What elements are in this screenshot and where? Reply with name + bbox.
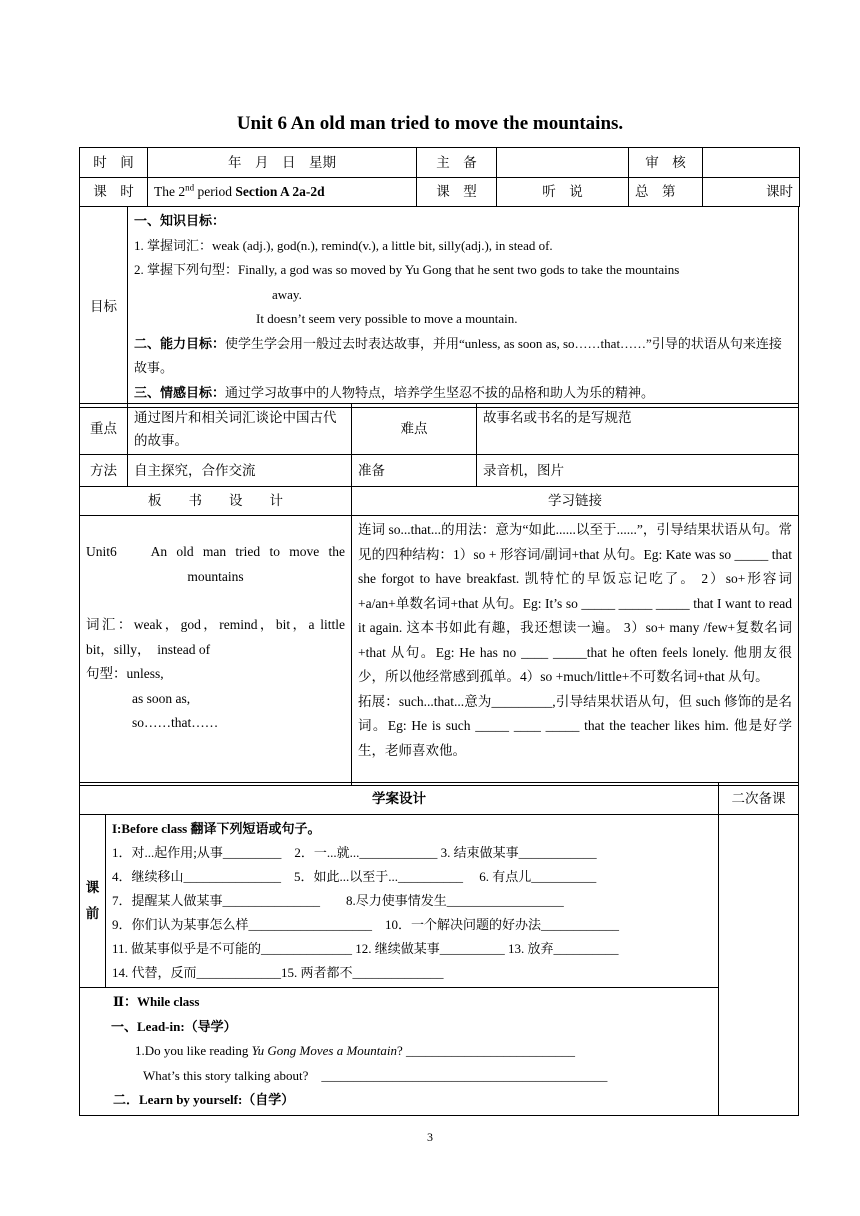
difficult-text: 故事名或书名的是写规范: [477, 404, 799, 455]
knowledge-goal-2c: It doesn’t seem very possible to move a mountain.: [256, 311, 518, 326]
knowledge-goal-2b: away.: [272, 286, 302, 302]
board-sentence-label: 句型：unless,: [86, 666, 164, 681]
ability-goal: 二、能力目标：使学生学会用一般过去时表达故事，并用“unless, as soon as, so……that……”引导的状语从句来连接故事。: [134, 335, 782, 375]
page-title: Unit 6 An old man tried to move the mountains.: [236, 113, 624, 134]
date-cell: 年 月 日 星期: [148, 148, 417, 178]
second-prep-area: [719, 815, 799, 1116]
before-row-2: 4．继续移山_______________ 5．如此...以至于...__________ 6. 有点儿__________: [112, 869, 597, 884]
design-header-table: [79, 782, 799, 815]
emotion-goal: 三、情感目标：通过学习故事中的人物特点，培养学生坚忍不拔的品格和助人为乐的精神。: [134, 384, 655, 400]
board-vocab: 词汇：weak，god，remind，bit，a little bit，silly， instead of: [86, 617, 345, 657]
link-text-1: 连词 so...that...的用法：意为“如此......以至于......”，引导结果状语从句。常见的四种结构：1）so + 形容词/副词+that 从句。Eg: Kate was so _____ that she forgot to have breakfast. 凯特忙的早饭忘记吃了。 2）so+形容词+a/an+单数名词+that 从句。Eg: It’s so _____ _____ _____ that I want to read it again. 这本书如此有趣，我还想读一遍。 3）so+ many /few+复数名词+that 从句。Eg: He has no ____ _____that he often feels lonely. 他朋友很少，所以他经常感到孤单。4）so +much/little+不可数名词+that 从句。: [358, 522, 792, 684]
period-cell: The 2nd period Section A 2a-2d: [148, 178, 417, 207]
board-unit-line: Unit6 An old man tried to move the mountains: [86, 544, 345, 584]
prep-text: 录音机，图片: [477, 455, 799, 487]
board-sentence-2: as soon as,: [132, 690, 191, 706]
page-number: 3: [427, 1130, 433, 1144]
before-row-4: 9．你们认为某事怎么样___________________ 10．一个解决问题的好办法____________: [112, 917, 620, 932]
knowledge-goal-1: 1. 掌握词汇：weak (adj.), god(n.), remind(v.), a little bit, silly(adj.), in stead of.: [134, 237, 553, 253]
before-class-title: I:Before class 翻译下列短语或句子。: [112, 821, 321, 836]
link-header: 学习链接: [352, 487, 799, 516]
lesson-label: 课 时: [80, 178, 148, 207]
method-text: 自主探究，合作交流: [128, 455, 352, 487]
difficult-label: 难点: [352, 404, 477, 455]
knowledge-goal-2: 2. 掌握下列句型：Finally, a god was so moved by Yu Gong that he sent two gods to take the mountains: [134, 262, 680, 277]
lead-in-title: 一、Lead-in:（导学）: [111, 1018, 237, 1034]
before-row-1: 1．对...起作用;从事_________ 2．一...就...____________ 3. 结束做某事____________: [112, 845, 597, 860]
link-content: [352, 516, 799, 786]
before-row-6: 14. 代替，反而_____________15. 两者都不______________: [112, 965, 444, 980]
key-text: 通过图片和相关词汇谈论中国古代的故事。: [128, 404, 352, 455]
second-prep-label: 二次备课: [719, 783, 799, 815]
while-class-title: Ⅱ：While class: [113, 994, 200, 1009]
main-prep-value: [497, 148, 629, 178]
review-value: [703, 148, 800, 178]
type-label: 课 型: [417, 178, 497, 207]
lead-in-question-2: What’s this story talking about? ____________________________________________: [143, 1067, 608, 1083]
board-header: 板 书 设 计: [80, 487, 352, 516]
goals-table: [79, 206, 799, 408]
link-text-2: 拓展：such...that...意为_________,引导结果状语从句，但 such 修饰的是名词。Eg: He is such _____ ____ _____ that the teacher likes him. 他是好学生，老师喜欢他。: [358, 693, 792, 758]
knowledge-goal-title: 一、知识目标：: [134, 213, 226, 228]
hours-label: 课时: [703, 178, 800, 207]
board-table: [79, 486, 799, 786]
design-header: 学案设计: [80, 783, 719, 815]
goals-label: 目标: [80, 207, 128, 408]
review-label: 审 核: [629, 148, 703, 178]
header-table: [79, 147, 800, 207]
before-class-label: 课 前: [80, 815, 106, 988]
time-label: 时 间: [80, 148, 148, 178]
before-row-5: 11. 做某事似乎是不可能的______________ 12. 继续做某事__________ 13. 放弃__________: [112, 941, 619, 956]
key-table: [79, 403, 799, 487]
lead-in-question-1: 1.Do you like reading Yu Gong Moves a Mountain? __________________________: [135, 1043, 576, 1058]
board-content: [80, 516, 352, 786]
before-class-table: [79, 814, 799, 1116]
main-prep-label: 主 备: [417, 148, 497, 178]
prep-label: 准备: [352, 455, 477, 487]
total-label: 总 第: [629, 178, 703, 207]
board-sentence-3: so……that……: [132, 715, 219, 730]
type-value: 听 说: [497, 178, 629, 207]
before-row-3: 7．提醒某人做某事_______________ 8.尽力使事情发生__________________: [112, 893, 564, 908]
learn-by-yourself-title: 二．Learn by yourself:（自学）: [113, 1092, 295, 1107]
key-label: 重点: [80, 404, 128, 455]
method-label: 方法: [80, 455, 128, 487]
